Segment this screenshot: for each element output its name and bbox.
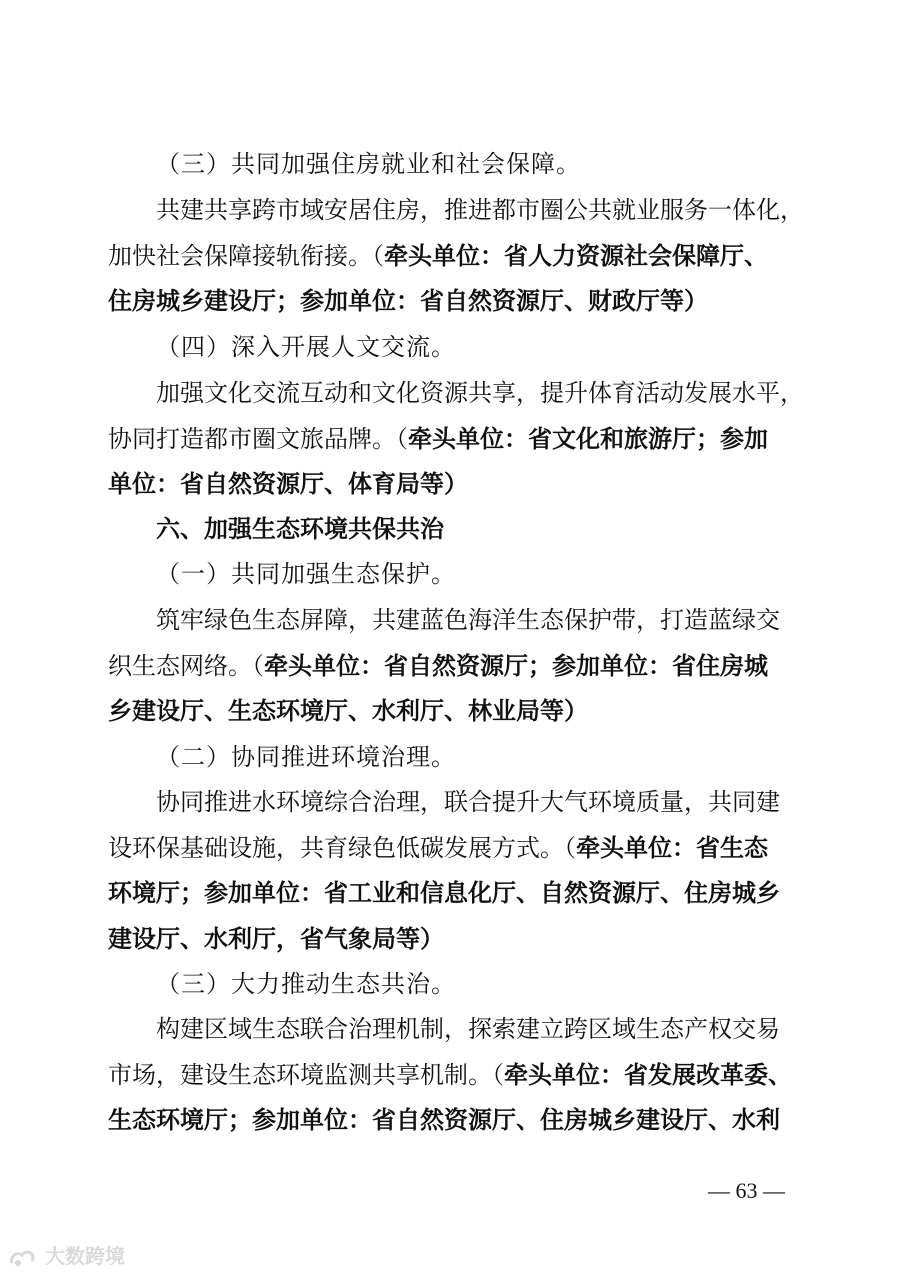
paragraph-housing: 共建共享跨市域安居住房，推进都市圈公共就业服务一体化， 加快社会保障接轨衔接。（牵头单位：省人力资源社会保障厅、 住房城乡建设厅；参加单位：省自然资源厅、财政厅等） [108,196,804,315]
section-heading-ecology: 六、加强生态环境共保共治 [156,515,444,543]
page-number: — 63 — [708,1178,785,1203]
subheading-protection: （一）共同加强生态保护。 [156,560,456,588]
subheading-governance: （二）协同推进环境治理。 [156,743,456,771]
subheading-cogovernance: （三）大力推动生态共治。 [156,970,456,998]
watermark-logo-icon [8,1247,38,1269]
subheading-culture: （四）深入开展人文交流。 [156,333,456,361]
paragraph-cogovernance: 构建区域生态联合治理机制，探索建立跨区域生态产权交易 市场，建设生态环境监测共享机制。（牵头单位：省发展改革委、 生态环境厅；参加单位：省自然资源厅、住房城乡建设厅、水利 [108,1015,792,1134]
paragraph-culture: 加强文化交流互动和文化资源共享，提升体育活动发展水平， 协同打造都市圈文旅品牌。（牵头单位：省文化和旅游厅；参加 单位：省自然资源厅、体育局等） [108,379,804,498]
paragraph-protection: 筑牢绿色生态屏障，共建蓝色海洋生态保护带，打造蓝绿交 织生态网络。（牵头单位：省自然资源厅；参加单位：省住房城 乡建设厅、生态环境厅、水利厅、林业局等） [108,606,780,725]
paragraph-governance: 协同推进水环境综合治理，联合提升大气环境质量，共同建 设环保基础设施，共育绿色低碳发展方式。（牵头单位：省生态 环境厅；参加单位：省工业和信息化厅、自然资源厅、住房城乡 建设厅、水利厅，省气象局等） [108,788,780,953]
watermark: 大数跨境 [8,1240,125,1269]
subheading-housing: （三）共同加强住房就业和社会保障。 [156,150,581,178]
